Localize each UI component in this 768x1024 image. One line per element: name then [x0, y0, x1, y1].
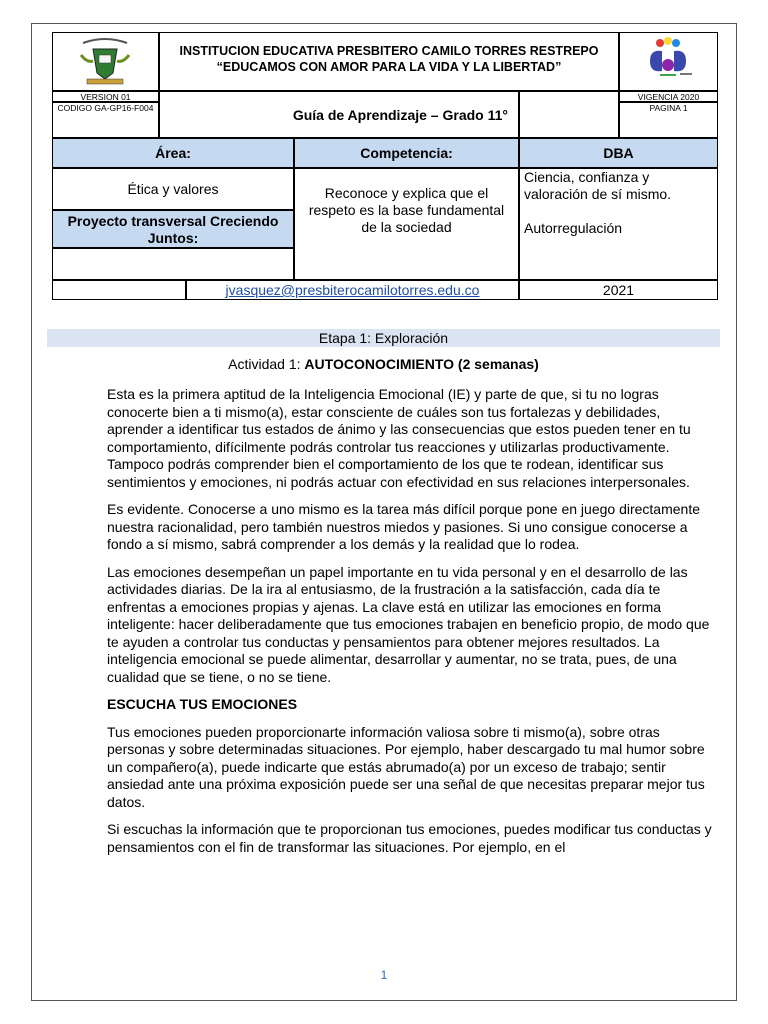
transversal-project-label: Proyecto transversal Creciendo Juntos: [52, 210, 294, 248]
page-label: PAGINA 1 [619, 102, 718, 138]
dba-item: Ciencia, confianza y valoración de sí mismo. [524, 169, 672, 202]
paragraph: Las emociones desempeñan un papel importante en tu vida personal y en el desarrollo de las actividades diarias. De la ira al entusiasmo, de la frustración a la satisfacción, cada día te enfrentas a emociones propias y ajenas. La clave está en utilizar las emociones en forma inteligente: hacer deliberadamente que tus emociones trabajen en beneficio propio, de modo que te ayuden a controlar tus conductas y pensamientos para obtener mejores resultados. La inteligencia emocional se puede alimentar, desarrollar y aumentar, no se trata, pues, de una cualidad que se tiene, o no se tiene. [107, 563, 710, 685]
activity-title [47, 356, 720, 372]
paragraph: Si escuchas la información que te proporcionan tus emociones, puedes modificar tus conductas y pensamientos con el fin de transformar las situaciones. Por ejemplo, en el [107, 821, 712, 855]
header-blank-cell [519, 91, 619, 138]
email-blank-cell [52, 280, 186, 300]
version-label: VERSION 01 [52, 91, 159, 102]
institution-motto: “EDUCAMOS CON AMOR PARA LA VIDA Y LA LIBERTAD” [216, 60, 562, 74]
area-value: Ética y valores [52, 168, 294, 210]
dba-item: Autorregulación [524, 220, 623, 236]
guide-title: Guía de Aprendizaje – Grado 11° [159, 91, 519, 138]
paragraph: Esta es la primera aptitud de la Inteligencia Emocional (IE) y parte de que, si tu no logras conocerte bien a ti mismo(a), estar consciente de cuáles son tus fortalezas y debilidades, aprender a identificar tus estados de ánimo y las consecuencias que estos pueden tener en tu comportamiento, difícilmente podrás controlar tus reacciones y utilizarlas productivamente. Tampoco podrás comprender bien el comportamiento de los que te rodean, identificar sus sentimientos y emociones, ni podrás actuar con efectividad en sus relaciones interpersonales. [107, 386, 691, 490]
page-number: 1 [380, 968, 388, 982]
year-value: 2021 [519, 280, 718, 300]
school-crest-icon [53, 33, 158, 90]
paragraph: Es evidente. Conocerse a uno mismo es la tarea más difícil porque pone en juego directamente nuestra racionalidad, pero también nuestros miedos y pasiones. Si uno consigue conocerse a fondo a sí mismo, sabrá comprender a los demás y la realidad que lo rodea. [107, 501, 701, 552]
activity-prefix: Actividad 1: [228, 356, 305, 372]
program-emblem-icon [620, 33, 717, 90]
competence-value: Reconoce y explica que el respeto es la base fundamental de la sociedad [294, 168, 519, 280]
teacher-email-link[interactable]: jvasquez@presbiterocamilotorres.edu.co [186, 280, 519, 300]
paragraph: Tus emociones pueden proporcionarte información valiosa sobre ti mismo(a), sobre otras personas y sobre determinadas situaciones. Por ejemplo, haber descargado tu mal humor sobre un compañero(a), puede indicarte que estás abrumado(a) por un exceso de trabajo; sentir ansiedad ante una próxima exposición puede ser una señal de que necesitas preparar mejor tus datos. [107, 723, 705, 810]
competence-heading: Competencia: [294, 138, 519, 168]
program-logo [619, 32, 718, 91]
document-body [107, 386, 713, 866]
activity-name: AUTOCONOCIMIENTO (2 semanas) [304, 356, 539, 372]
validity-label: VIGENCIA 2020 [619, 91, 718, 102]
institution-name: INSTITUCION EDUCATIVA PRESBITERO CAMILO TORRES RESTREPO [179, 44, 599, 58]
document-code: CODIGO GA-GP16-F004 [52, 102, 159, 138]
project-blank-cell [52, 248, 294, 280]
section-heading: ESCUCHA TUS EMOCIONES [107, 696, 298, 712]
dba-value [519, 168, 718, 280]
school-logo [52, 32, 159, 91]
dba-heading: DBA [519, 138, 718, 168]
stage-title: Etapa 1: Exploración [47, 329, 720, 347]
institution-header [159, 32, 619, 91]
area-heading: Área: [52, 138, 294, 168]
